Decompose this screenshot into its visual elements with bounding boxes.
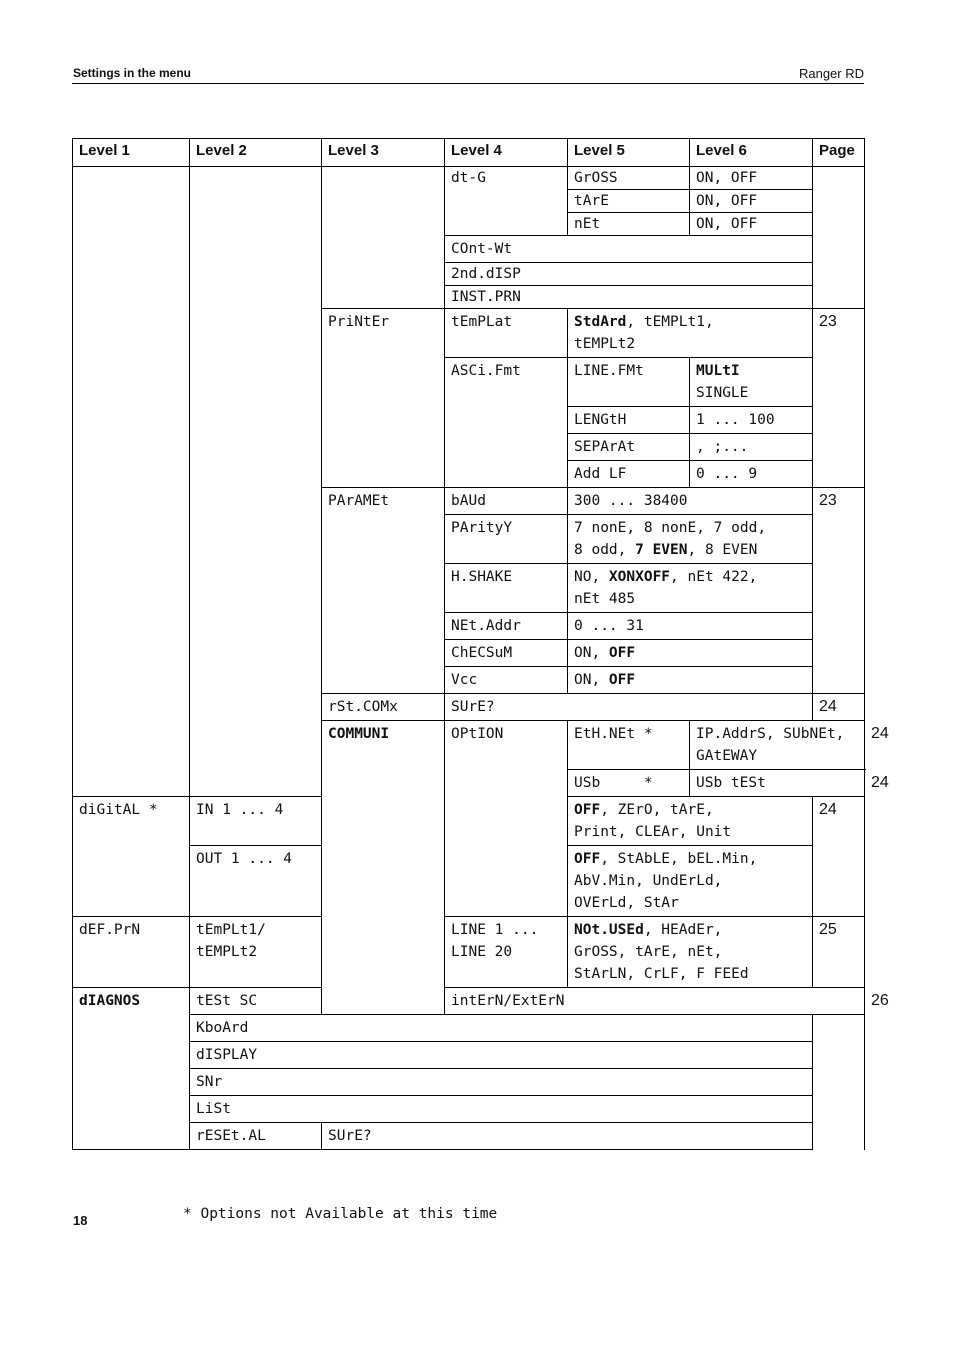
cell-net: nEt [568,213,690,236]
cell-separat: SEPArAt [568,434,690,461]
cell-level1-empty [73,167,190,797]
col-level1: Level 1 [73,139,190,167]
cell-eth-net-value: IP.AddrS, SUbNEt, GAtEWAY [690,721,865,770]
cell-page: 23 [813,309,865,488]
cell-line-1-20: LINE 1 ... LINE 20 [445,917,568,988]
table-row [73,167,865,190]
cell-contwt: COnt-Wt [445,236,813,263]
cell-dtg: dt-G [445,167,568,236]
cell-templat-options [568,309,813,358]
table-row [73,1042,865,1069]
cell-tare: tArE [568,190,690,213]
cell-add-lf: Add LF [568,461,690,488]
table-header-row [73,139,865,167]
cell-add-lf-value: 0 ... 9 [690,461,813,488]
table-row [73,1069,865,1096]
cell-reset-al: rESEt.AL [190,1123,322,1150]
other-options: 7 nonE, 8 nonE, 7 odd, 8 odd, [574,520,767,558]
cell-page-empty [813,167,865,309]
col-level3: Level 3 [322,139,445,167]
cell-separat-value: , ;... [690,434,813,461]
other-options: NO, [574,569,609,585]
cell-level3-empty [322,167,445,309]
cell-level2-empty [190,167,322,797]
cell-line-fmt: LINE.FMt [568,358,690,407]
cell-snr: SNr [190,1069,813,1096]
product-name: Ranger RD [798,66,864,81]
default-option: OFF [574,851,601,867]
cell-parity: PArityY [445,515,568,564]
default-option: StdArd [574,314,627,330]
cell-printer: PriNtEr [322,309,445,488]
cell-paramet: PArAMEt [322,488,445,694]
cell-page: 24 [813,797,865,917]
default-option: MULtI [696,363,740,379]
cell-kboard: KboArd [190,1015,813,1042]
cell-line-options [568,917,813,988]
col-level6: Level 6 [690,139,813,167]
cell-option: OPtION [445,721,568,917]
cell-vcc: Vcc [445,667,568,694]
other-options: ON, [574,645,609,661]
col-page: Page [813,139,865,167]
default-option: NOt.USEd [574,922,644,938]
cell-intern-extern: intErN/ExtErN [445,988,865,1015]
cell-eth-net: EtH.NEt * [568,721,690,770]
section-title: Settings in the menu [73,66,192,80]
header-rule [72,83,864,84]
col-level4: Level 4 [445,139,568,167]
cell-usb: USb * [568,770,690,797]
default-option: XONXOFF [608,569,671,585]
other-options: SINGLE [696,385,749,401]
cell-asci-fmt: ASCi.Fmt [445,358,568,488]
cell-in-options [568,797,813,846]
cell-page: 25 [813,917,865,988]
cell-templat: tEmPLat [445,309,568,358]
footnote: * Options not Available at this time [183,1206,498,1222]
cell-tare-value: ON, OFF [690,190,813,213]
cell-page: 23 [813,488,865,694]
cell-rst-comx: rSt.COMx [322,694,445,721]
cell-length: LENGtH [568,407,690,434]
menu-settings-table [72,138,889,1150]
cell-hshake: H.SHAKE [445,564,568,613]
cell-checksum-options [568,640,813,667]
cell-page: 24 [813,694,865,721]
cell-test-sc: tESt SC [190,988,322,1015]
table-row: COMMUNI OPtION EtH.NEt * IP.AddrS, SUbNEt, GAtEWAY 24 [73,721,865,770]
cell-vcc-options [568,667,813,694]
cell-2nd-disp: 2nd.dISP [445,263,813,286]
cell-net-value: ON, OFF [690,213,813,236]
other-options: , ZErO, tArE, Print, CLEAr, Unit [574,802,732,840]
page-number: 18 [73,1213,88,1228]
table-row: USb * USb tESt 24 [73,770,865,797]
cell-baud-value: 300 ... 38400 [568,488,813,515]
cell-net-addr: NEt.Addr [445,613,568,640]
cell-parity-options [568,515,813,564]
cell-in-1-4: IN 1 ... 4 [190,797,322,846]
cell-def-prn: dEF.PrN [73,917,190,988]
cell-inst-prn: INST.PRN [445,286,813,309]
other-options: , nEt 422, nEt 485 [574,569,758,607]
cell-line-fmt-options [690,358,813,407]
default-option: 7 EVEN [635,542,688,558]
other-options: , HEAdEr, GrOSS, tArE, nEt, StArLN, CrLF, F FEEd [574,922,749,982]
cell-list: LiSt [190,1096,813,1123]
table-row [73,1096,865,1123]
cell-checksum: ChECSuM [445,640,568,667]
table-row [73,1123,865,1150]
cell-net-addr-value: 0 ... 31 [568,613,813,640]
cell-digital: diGitAL * [73,797,190,917]
cell-out-1-4: OUT 1 ... 4 [190,846,322,917]
table-row: dIAGNOS tESt SC intErN/ExtErN 26 [73,988,865,1015]
other-options: ON, [574,672,609,688]
cell-hshake-options [568,564,813,613]
cell-usb-value: USb tESt [690,770,865,797]
cell-gross: GrOSS [568,167,690,190]
table-row [73,917,865,988]
table-row [73,1015,865,1042]
cell-diagnos: dIAGNOS [73,988,190,1150]
default-option: OFF [608,645,636,661]
cell-display: dISPLAY [190,1042,813,1069]
cell-length-value: 1 ... 100 [690,407,813,434]
default-option: OFF [608,672,636,688]
cell-gross-value: ON, OFF [690,167,813,190]
other-options: , StAbLE, bEL.Min, AbV.Min, UndErLd, OVErLd, StAr [574,851,758,911]
cell-templt12: tEmPLt1/ tEMPLt2 [190,917,322,988]
cell-sure: SUrE? [322,1123,813,1150]
other-options: , tEMPLt1, tEMPLt2 [574,314,714,352]
cell-sure: SUrE? [445,694,813,721]
cell-communi: COMMUNI [322,721,445,1015]
col-level5: Level 5 [568,139,690,167]
cell-baud: bAUd [445,488,568,515]
col-level2: Level 2 [190,139,322,167]
cell-out-options [568,846,813,917]
other-options: , 8 EVEN [687,542,758,558]
default-option: OFF [574,802,601,818]
